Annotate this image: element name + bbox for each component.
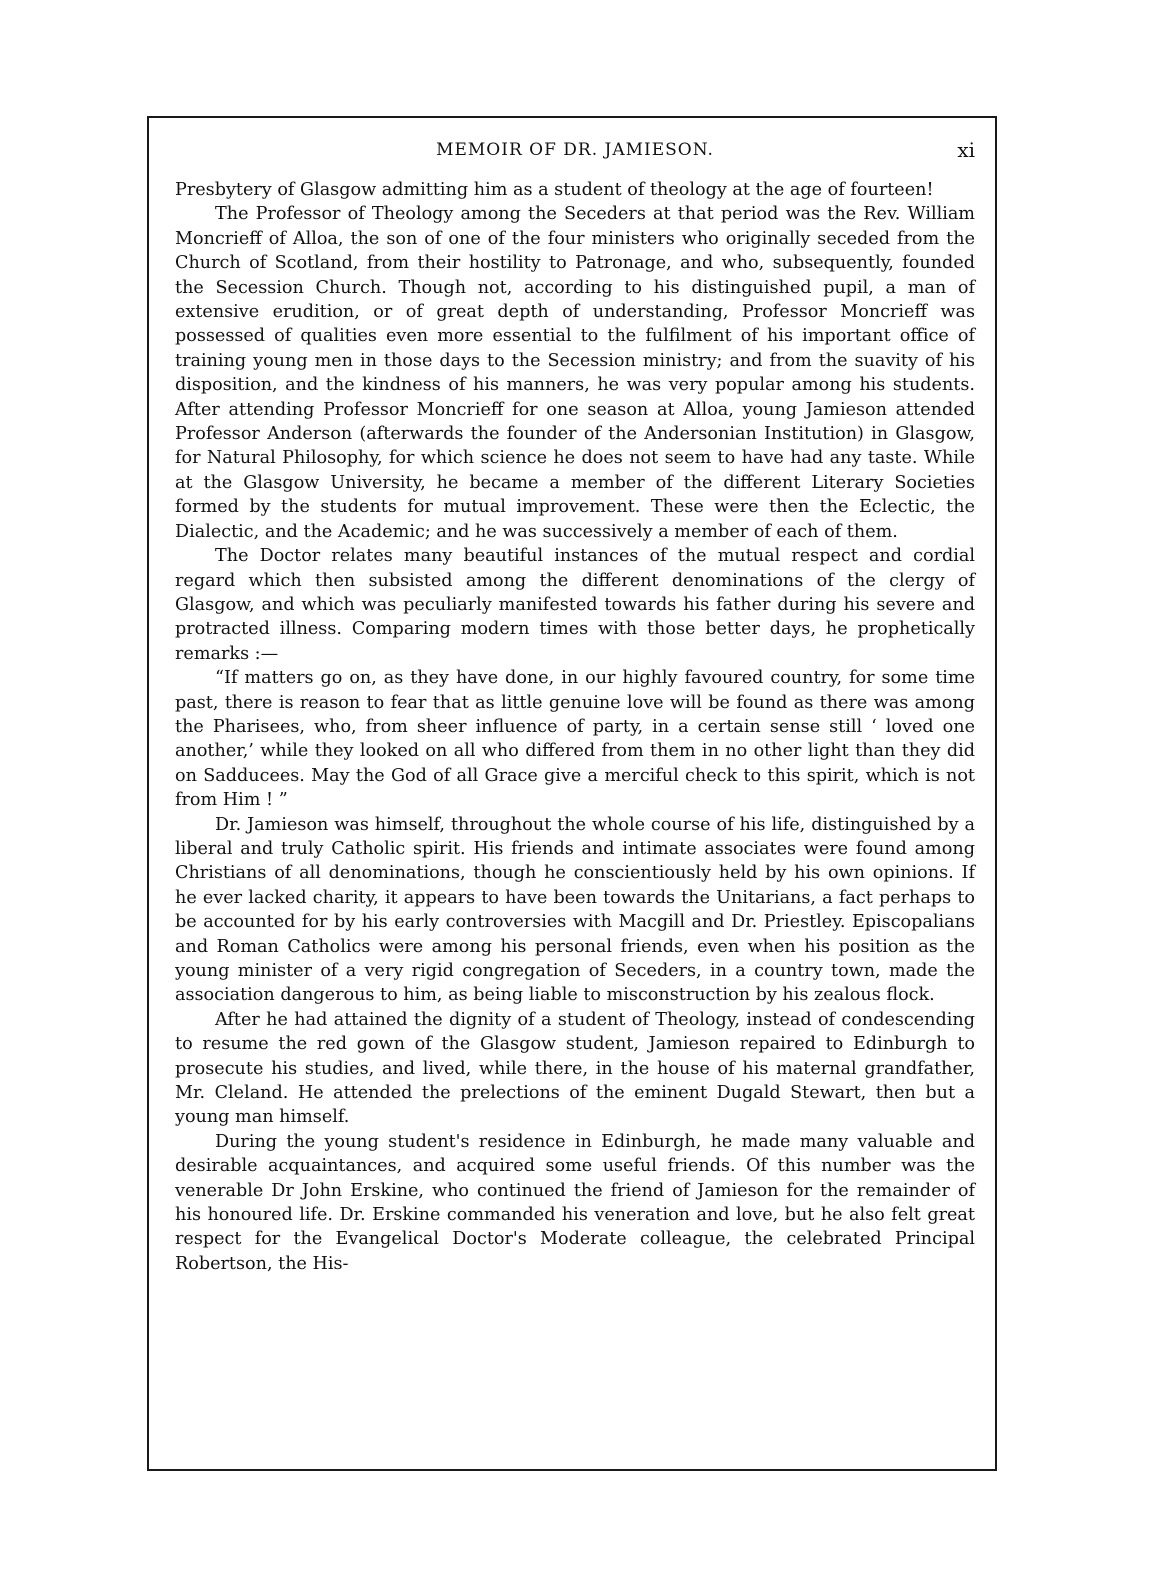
paragraph-7: During the young student's residence in Edinburgh, he made many valuable and desirable acquaintances, and acquired some useful friends. Of this number was the venerable Dr John Erskine, who continued the friend of Jamieson for the remainder of his honoured life. Dr. Erskine commanded his veneration and love, but he also felt great respect for the Evangelical Doctor's Moderate colleague, the celebrated Principal Robertson, the His- (175, 1131, 975, 1274)
paragraph-1: Presbytery of Glasgow admitting him as a student of theology at the age of fourteen! (175, 180, 934, 200)
running-head (175, 137, 975, 163)
paragraph-6: After he had attained the dignity of a student of Theology, instead of condescending to resume the red gown of the Glasgow student, Jamieson repaired to Edinburgh to prosecute his studies, and lived, while there, in the house of his maternal grandfather, Mr. Cleland. He attended the prelections of the eminent Dugald Stewart, then but a young man himself. (175, 1009, 975, 1128)
running-title: MEMOIR OF DR. JAMIESON. (436, 140, 714, 160)
paragraph-5: Dr. Jamieson was himself, throughout the whole course of his life, distinguished by a liberal and truly Catholic spirit. His friends and intimate associates were found among Christians of all denominations, though he conscientiously held by his own opinions. If he ever lacked charity, it appears to have been towards the Unitarians, a fact perhaps to be accounted for by his early controversies with Macgill and Dr. Priestley. Episcopalians and Roman Catholics were among his personal friends, even when his position as the young minister of a very rigid congregation of Seceders, in a country town, made the association dangerous to him, as being liable to misconstruction by his zealous flock. (175, 814, 975, 1006)
body-text (175, 178, 975, 1276)
paragraph-2: The Professor of Theology among the Seceders at that period was the Rev. William Moncrieff of Alloa, the son of one of the four ministers who originally seceded from the Church of Scotland, from their hostility to Patronage, and who, subsequently, founded the Secession Church. Though not, according to his distinguished pupil, a man of extensive erudition, or of great depth of understanding, Professor Moncrieff was possessed of qualities even more essential to the fulfilment of his important office of training young men in those days to the Secession ministry; and from the suavity of his disposition, and the kindness of his manners, he was very popular among his students. After attending Professor Moncrieff for one season at Alloa, young Jamieson attended Professor Anderson (afterwards the founder of the Andersonian Institution) in Glasgow, for Natural Philosophy, for which science he does not seem to have had any taste. While at the Glasgow University, he became a member of the different Literary Societies formed by the students for mutual improvement. These were then the Eclectic, the Dialectic, and the Academic; and he was successively a member of each of them. (175, 204, 975, 542)
quotation: “If matters go on, as they have done, in our highly favoured country, for some time past, there is reason to fear that as little genuine love will be found as there was among the Pharisees, who, from sheer influence of party, in a certain sense still ‘ loved one another,’ while they looked on all who differed from them in no other light than they did on Sadducees. May the God of all Grace give a merciful check to this spirit, which is not from Him ! ” (175, 668, 975, 811)
page-number: xi (957, 138, 975, 162)
paragraph-3: The Doctor relates many beautiful instances of the mutual respect and cordial regard which then subsisted among the different denominations of the clergy of Glasgow, and which was peculiarly manifested towards his father during his severe and protracted illness. Comparing modern times with those better days, he prophetically remarks :— (175, 546, 975, 664)
